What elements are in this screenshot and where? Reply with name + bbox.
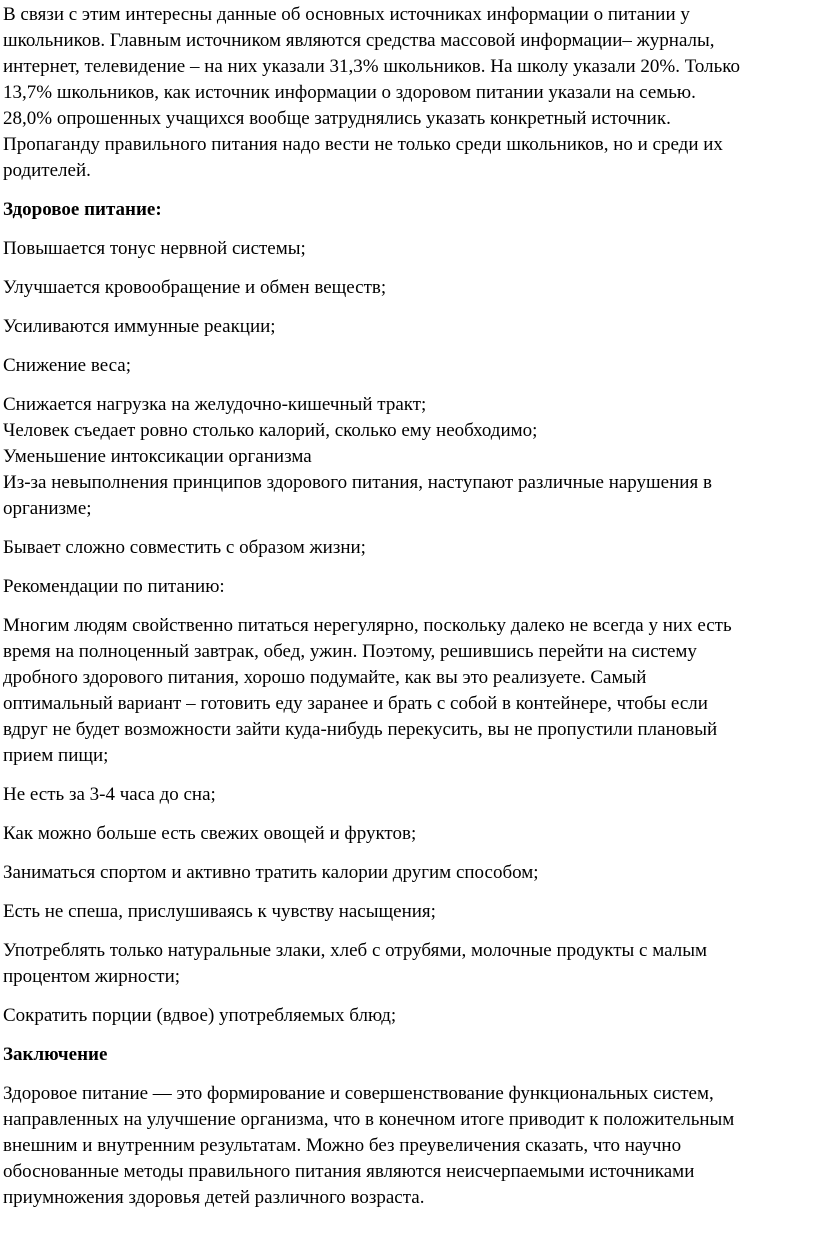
text-line: организме; [3, 498, 92, 519]
healthy-item: Уменьшение интоксикации организма [3, 446, 312, 467]
healthy-heading: Здоровое питание: [3, 199, 162, 220]
healthy-item: Усиливаются иммунные реакции; [3, 316, 276, 337]
text-line: Из-за невыполнения принципов здорового питания, наступают различные нарушения в [3, 472, 712, 493]
conclusion-heading: Заключение [3, 1044, 108, 1065]
text-line: Употреблять только натуральные злаки, хлеб с отрубями, молочные продукты с малым [3, 940, 708, 961]
healthy-item: Человек съедает ровно столько калорий, сколько ему необходимо; [3, 420, 538, 441]
text-line: вдруг не будет возможности зайти куда-нибудь перекусить, вы не пропустили плановый [3, 719, 718, 740]
recommendation-item: Не есть за 3-4 часа до сна; [3, 784, 216, 805]
text-line: Пропаганду правильного питания надо вести не только среди школьников, но и среди их [3, 134, 723, 155]
healthy-item: Повышается тонус нервной системы; [3, 238, 306, 259]
healthy-item: Снижение веса; [3, 355, 131, 376]
healthy-item: Снижается нагрузка на желудочно-кишечный тракт; [3, 394, 427, 415]
recommendations-paragraph [3, 613, 816, 769]
intro-paragraph [3, 2, 816, 184]
recommendation-item [3, 938, 816, 990]
text-line: приумножения здоровья детей различного возраста. [3, 1187, 425, 1208]
text-line: обоснованные методы правильного питания являются неисчерпаемыми источниками [3, 1161, 695, 1182]
text-line: Многим людям свойственно питаться нерегулярно, поскольку далеко не всегда у них есть [3, 615, 732, 636]
recommendation-item: Есть не спеша, прислушиваясь к чувству насыщения; [3, 901, 436, 922]
text-line: прием пищи; [3, 745, 109, 766]
text-line: 28,0% опрошенных учащихся вообще затруднялись указать конкретный источник. [3, 108, 671, 129]
text-line: время на полноценный завтрак, обед, ужин. Поэтому, решившись перейти на систему [3, 641, 697, 662]
text-line: 13,7% школьников, как источник информации о здоровом питании указали на семью. [3, 82, 696, 103]
text-line: родителей. [3, 160, 91, 181]
recommendation-item: Сократить порции (вдвое) употребляемых блюд; [3, 1005, 397, 1026]
conclusion-paragraph [3, 1081, 816, 1211]
healthy-item: Бывает сложно совместить с образом жизни; [3, 537, 366, 558]
text-line: оптимальный вариант – готовить еду заранее и брать с собой в контейнере, чтобы если [3, 693, 708, 714]
recommendations-heading: Рекомендации по питанию: [3, 576, 225, 597]
text-line: Здоровое питание — это формирование и совершенствование функциональных систем, [3, 1083, 714, 1104]
recommendation-item: Как можно больше есть свежих овощей и фруктов; [3, 823, 417, 844]
text-line: интернет, телевидение – на них указали 31,3% школьников. На школу указали 20%. Только [3, 56, 741, 77]
text-line: школьников. Главным источником являются средства массовой информации– журналы, [3, 30, 715, 51]
healthy-item: Улучшается кровообращение и обмен веществ; [3, 277, 387, 298]
text-line: В связи с этим интересны данные об основных источниках информации о питании у [3, 4, 690, 25]
text-line: дробного здорового питания, хорошо подумайте, как вы это реализуете. Самый [3, 667, 647, 688]
text-line: направленных на улучшение организма, что в конечном итоге приводит к положительным [3, 1109, 735, 1130]
text-line: процентом жирности; [3, 966, 181, 987]
healthy-item [3, 470, 816, 522]
recommendation-item: Заниматься спортом и активно тратить калории другим способом; [3, 862, 539, 883]
text-line: внешним и внутренним результатам. Можно без преувеличения сказать, что научно [3, 1135, 682, 1156]
